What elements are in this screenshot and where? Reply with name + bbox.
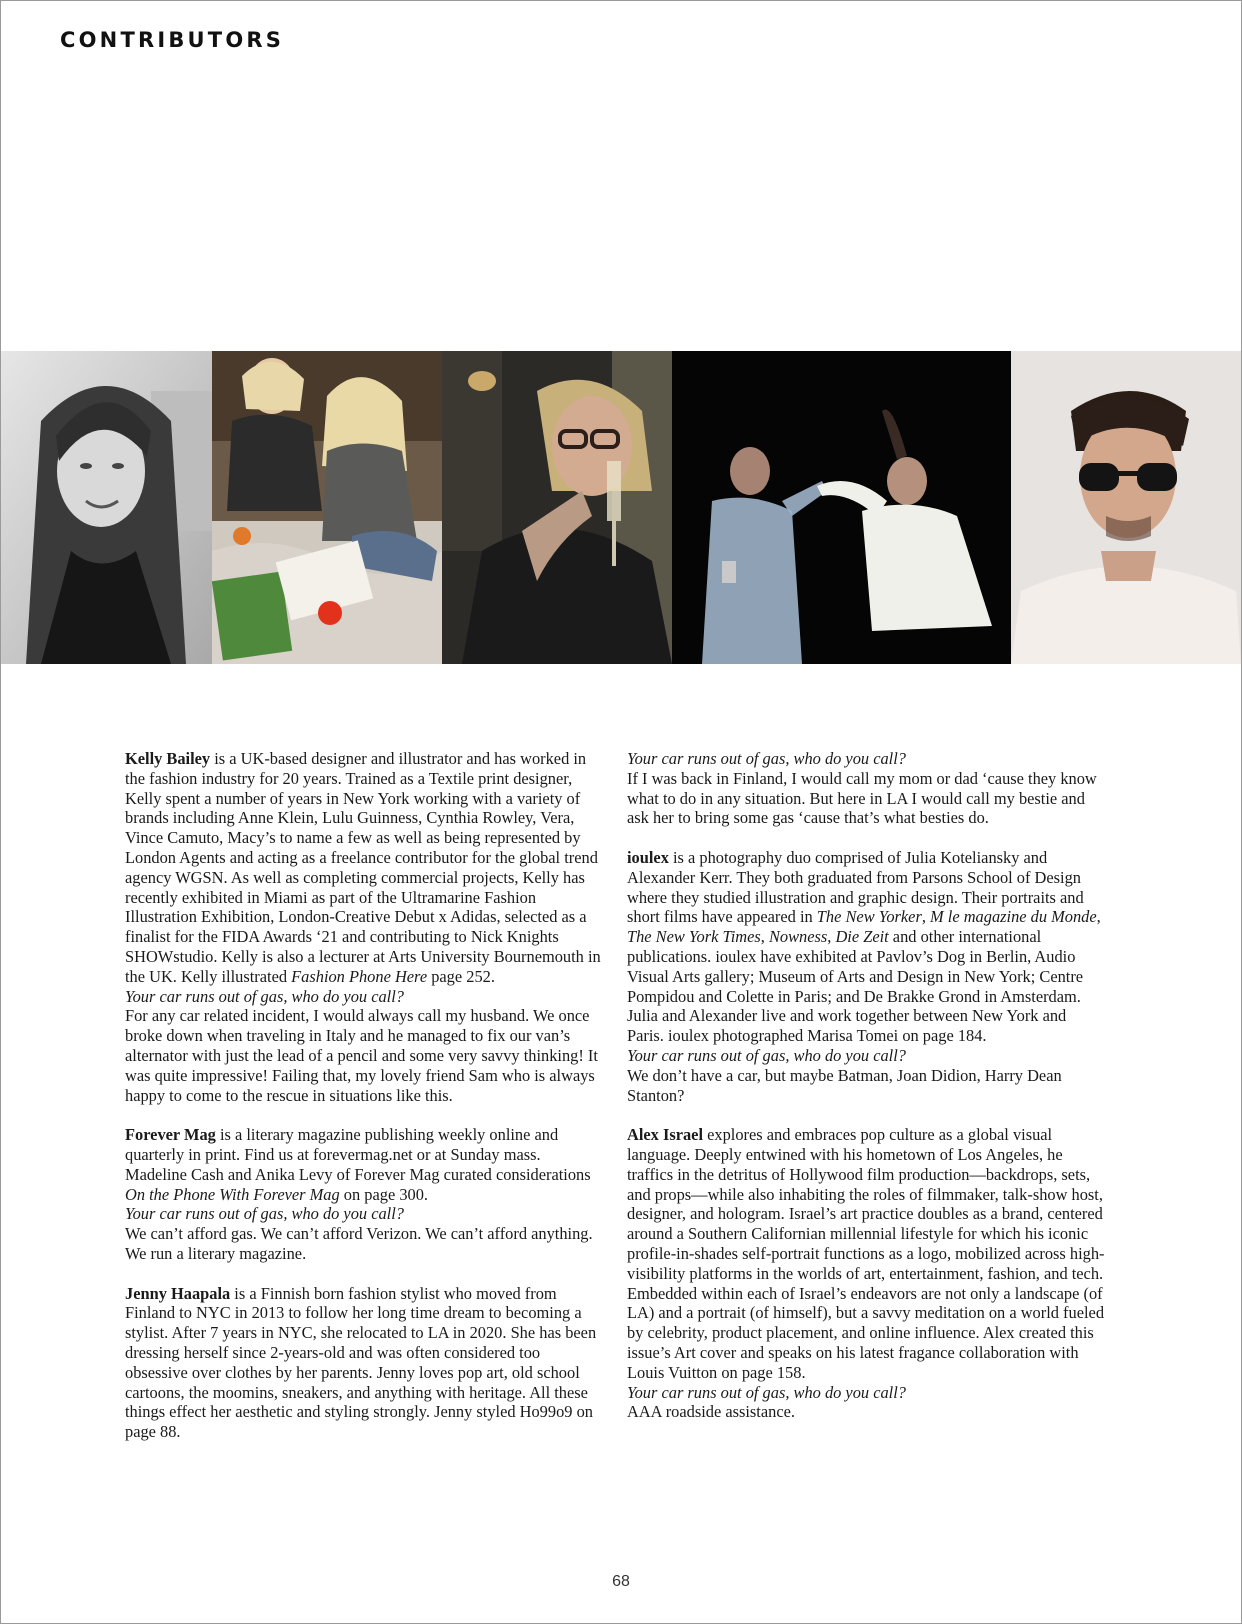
- publication: The New York Times: [627, 927, 761, 947]
- alex-israel-bio: Alex Israel explores and embraces pop culture as a global visual language. Deeply entwined with his hometown of Los Angeles, he traffics in the detritus of Hollywood film production—backdrops, sets, and props—while also inhabiting the roles of filmmaker, talk-show host, designer, and hologram. Israel’s art practice doubles as a brand, centered around a Southern Californian millennial lifestyle for which his iconic profile-in-shades self-portrait functions as a logo, mobilized across high-visibility platforms in the worlds of art, entertainment, fashion, and tech. Embedded within each of Israel’s endeavors are not only a landscape (of LA) and a portrait (of himself), but a savvy meditation on a world fueled by celebrity, product placement, and online influence. Alex created this issue’s Art cover and speaks on his latest fragance collaboration with Louis Vuitton on page 158.: [627, 1125, 1105, 1382]
- contributor-name: Forever Mag: [125, 1125, 216, 1145]
- kelly-bailey-photo: [1, 351, 212, 664]
- forever-mag-photo: [212, 351, 442, 664]
- contributor-name: Kelly Bailey: [125, 749, 211, 768]
- couple-dancing-icon: [672, 351, 1011, 664]
- left-column: [125, 749, 603, 1442]
- page-title: CONTRIBUTORS: [60, 28, 285, 52]
- jenny-haapala-bio: Jenny Haapala is a Finnish born fashion stylist who moved from Finland to NYC in 2013 to follow her long time dream to becoming a stylist. After 7 years in NYC, she relocated to LA in 2020. She has been dressing herself since 2-years-old and was often considered too obsessive over clothes by her parents. Jenny loves pop art, old school cartoons, the moomins, sneakers, and anything with heritage. All these things effect her aesthetic and styling strongly. Jenny styled Ho99o9 on page 88.: [125, 1283, 597, 1442]
- contributor-name: Jenny Haapala: [125, 1283, 231, 1303]
- forever-mag-bio: Forever Mag is a literary magazine publishing weekly online and quarterly in print. Find us at forevermag.net or at Sunday mass. Madeline Cash and Anika Levy of Forever Mag curated considerations On the Phone With Forever Mag on page 300.: [125, 1125, 591, 1204]
- answer: AAA roadside assistance.: [627, 1402, 795, 1422]
- publication: M le magazine du Monde: [930, 907, 1097, 927]
- page-number: 68: [612, 1573, 630, 1590]
- contributor-name: Alex Israel: [627, 1125, 704, 1145]
- portrait-woman-icon: [1, 351, 212, 664]
- question: Your car runs out of gas, who do you call?: [125, 986, 404, 1006]
- contributor-name: ioulex: [627, 847, 669, 867]
- kelly-bailey-bio: Kelly Bailey is a UK-based designer and illustrator and has worked in the fashion industry for 20 years. Trained as a Textile print designer, Kelly spent a number of years in New York working with a variety of brands including Anne Klein, Lulu Guinness, Cynthia Rowley, Vera, Vince Camuto, Macy’s to name a few as well as being represented by London Agents and acting as a freelance contributor for the global trend agency WGSN. As well as completing commercial projects, Kelly has recently exhibited in Miami as part of the Ultramarine Fashion Illustration Exhibition, London-Creative Debut x Adidas, selected as a finalist for the FIDA Awards ‘21 and contributing to Nick Knights SHOWstudio. Kelly is also a lecturer at Arts University Bournemouth in the UK. Kelly illustrated Fashion Phone Here page 252.: [125, 749, 601, 986]
- publication: The New Yorker: [816, 907, 922, 927]
- answer: We don’t have a car, but maybe Batman, Joan Didion, Harry Dean Stanton?: [627, 1065, 1062, 1105]
- work-title: Fashion Phone Here: [291, 966, 428, 986]
- woman-glasses-icon: [442, 351, 672, 664]
- publication: Nowness: [768, 927, 828, 947]
- two-women-reading-icon: [212, 351, 442, 664]
- answer: We can’t afford gas. We can’t afford Verizon. We can’t afford anything. We run a literary magazine.: [125, 1224, 593, 1263]
- question: Your car runs out of gas, who do you call?: [125, 1204, 404, 1224]
- question: Your car runs out of gas, who do you call?: [627, 1382, 906, 1402]
- question: Your car runs out of gas, who do you call?: [627, 749, 906, 768]
- alex-israel-photo: [1011, 351, 1241, 664]
- ioulex-bio: ioulex is a photography duo comprised of Julia Koteliansky and Alexander Kerr. They both graduated from Parsons School of Design where they studied illustration and graphic design. Their portraits and short films have appeared in The New Yorker, M le magazine du Monde, The New York Times, Nowness, Die Zeit and other international publications. ioulex have exhibited at Pavlov’s Dog in Berlin, Audio Visual Arts gallery; Museum of Arts and Design in New York; Centre Pompidou and Colette in Paris; and De Brakke Grond in Amsterdam. Julia and Alexander live and work together between New York and Paris. ioulex photographed Marisa Tomei on page 184.: [627, 847, 1101, 1046]
- answer: For any car related incident, I would always call my husband. We once broke down when traveling in Italy and he managed to fix our van’s alternator with just the lead of a pencil and some very savvy thinking! It was quite impressive! Failing that, my lovely friend Sam who is always happy to come to the rescue in situations like this.: [125, 1006, 598, 1105]
- ioulex-photo: [672, 351, 1011, 664]
- photo-strip: [1, 351, 1241, 664]
- man-sunglasses-icon: [1011, 351, 1241, 664]
- work-title: On the Phone With Forever Mag: [125, 1184, 340, 1204]
- answer: If I was back in Finland, I would call my mom or dad ‘cause they know what to do in any situation. But here in LA I would call my bestie and ask her to bring some gas ‘cause that’s what besties do.: [627, 768, 1097, 828]
- question: Your car runs out of gas, who do you call?: [627, 1045, 906, 1065]
- right-column: [627, 749, 1105, 1422]
- publication: Die Zeit: [835, 927, 889, 947]
- jenny-haapala-photo: [442, 351, 672, 664]
